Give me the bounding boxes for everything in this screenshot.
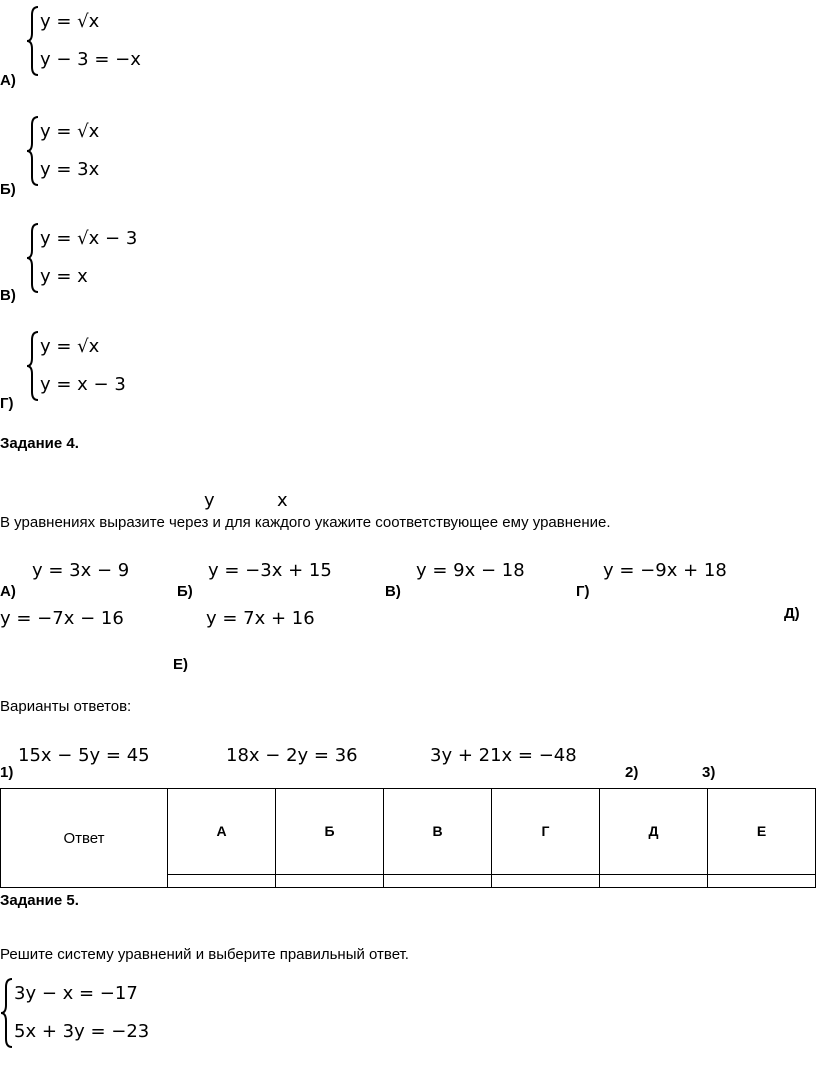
- answer-header-a: А: [168, 789, 276, 875]
- system-a-eq2: y − 3 = −x: [40, 49, 141, 70]
- answer-cell-e[interactable]: [708, 874, 816, 888]
- answer-cell-g[interactable]: [492, 874, 600, 888]
- system-a-eq1: y = √x: [40, 11, 100, 32]
- answer-header-e: Е: [708, 789, 816, 875]
- answer-header-g: Г: [492, 789, 600, 875]
- answer-header-d: Д: [600, 789, 708, 875]
- task4-eq-g: y = −9x + 18: [603, 560, 727, 581]
- answer-table: [0, 788, 816, 888]
- option-1-eq: 15x − 5y = 45: [18, 745, 150, 766]
- task5-title: Задание 5.: [0, 892, 79, 909]
- task4-eq-v: y = 9x − 18: [416, 560, 525, 581]
- option-1-label: 1): [0, 764, 14, 781]
- task4-eq-a: y = 3x − 9: [32, 560, 130, 581]
- system-label-b: Б): [0, 181, 16, 198]
- system-b: [26, 115, 99, 187]
- answer-cell-a[interactable]: [168, 874, 276, 888]
- task4-eq-e: y = 7x + 16: [206, 608, 315, 629]
- task4-var-x: x: [277, 490, 288, 511]
- task4-instruction: В уравнениях выразите через и для каждого укажите соответствующее ему уравнение.: [0, 514, 611, 531]
- task4-eq-b: y = −3x + 15: [208, 560, 332, 581]
- task4-var-y: y: [204, 490, 215, 511]
- system-label-g: Г): [0, 395, 14, 412]
- option-3-eq: 3y + 21x = −48: [430, 745, 577, 766]
- task5-system: [0, 977, 149, 1049]
- brace-icon: [26, 330, 40, 402]
- task4-label-e: Е): [173, 656, 188, 673]
- brace-icon: [26, 115, 40, 187]
- task4-label-v: В): [385, 583, 401, 600]
- task5-instruction: Решите систему уравнений и выберите правильный ответ.: [0, 946, 409, 963]
- system-label-v: В): [0, 287, 16, 304]
- system-b-eq2: y = 3x: [40, 159, 100, 180]
- answer-cell-b[interactable]: [276, 874, 384, 888]
- brace-icon: [26, 5, 40, 77]
- system-v: [26, 222, 137, 294]
- task4-eq-d: y = −7x − 16: [0, 608, 124, 629]
- brace-icon: [0, 977, 14, 1049]
- option-3-label: 3): [702, 764, 716, 781]
- task5-eq2: 5x + 3y = −23: [14, 1021, 150, 1042]
- brace-icon: [26, 222, 40, 294]
- system-g-eq1: y = √x: [40, 336, 100, 357]
- task5-eq1: 3y − x = −17: [14, 983, 138, 1004]
- task4-label-d: Д): [784, 605, 800, 622]
- system-v-eq1: y = √x − 3: [40, 228, 138, 249]
- system-a: [26, 5, 141, 77]
- answer-cell-v[interactable]: [384, 874, 492, 888]
- system-label-a: А): [0, 72, 16, 89]
- task4-label-a: А): [0, 583, 16, 600]
- system-b-eq1: y = √x: [40, 121, 100, 142]
- system-g-eq2: y = x − 3: [40, 374, 126, 395]
- system-v-eq2: y = x: [40, 266, 88, 287]
- option-2-eq: 18x − 2y = 36: [226, 745, 358, 766]
- answer-header-v: В: [384, 789, 492, 875]
- task4-title: Задание 4.: [0, 435, 79, 452]
- answer-header-b: Б: [276, 789, 384, 875]
- task4-label-b: Б): [177, 583, 193, 600]
- system-g: [26, 330, 126, 402]
- answer-cell-d[interactable]: [600, 874, 708, 888]
- answer-row-label: Ответ: [1, 789, 168, 888]
- option-2-label: 2): [625, 764, 639, 781]
- task4-label-g: Г): [576, 583, 590, 600]
- options-title: Варианты ответов:: [0, 698, 132, 715]
